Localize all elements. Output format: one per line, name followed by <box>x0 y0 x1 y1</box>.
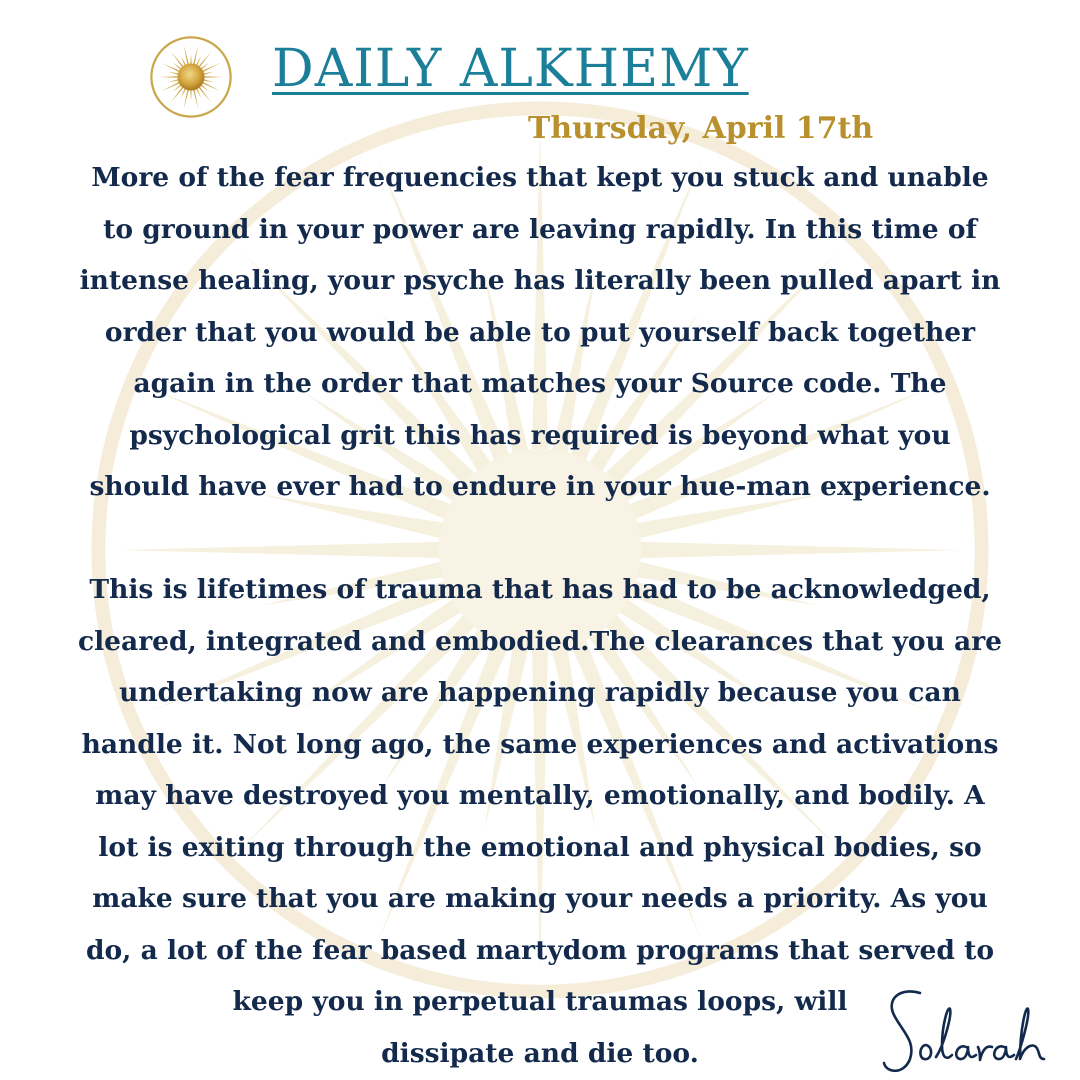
signature-l-stroke <box>936 1008 952 1057</box>
message-line: make sure that you are making your needs a priority. As you <box>92 883 988 914</box>
paragraph-gap <box>0 513 1080 565</box>
message-line: undertaking now are happening rapidly because you can <box>119 677 961 708</box>
golden-sun-icon <box>146 32 236 122</box>
page-title: DAILY ALKHEMY <box>272 39 749 99</box>
message-line: keep you in perpetual traumas loops, will <box>232 986 848 1017</box>
message-line: should have ever had to endure in your hue-man experience. <box>89 471 991 502</box>
solarah-signature <box>880 985 1060 1080</box>
message-line: handle it. Not long ago, the same experiences and activations <box>81 728 999 760</box>
message-line: order that you would be able to put yourself back together <box>104 316 976 348</box>
message-line: lot is exiting through the emotional and physical bodies, so <box>98 831 982 863</box>
signature-a-stroke <box>956 1046 976 1059</box>
message-line: psychological grit this has required is beyond what you <box>129 419 951 451</box>
message-line: dissipate and die too. <box>381 1037 699 1069</box>
message-line: may have destroyed you mentally, emotionally, and bodily. A <box>95 780 985 811</box>
message-line: More of the fear frequencies that kept you stuck and unable <box>91 162 989 193</box>
signature-a2-stroke <box>994 1046 1014 1059</box>
message-line: cleared, integrated and embodied.The clearances that you are <box>77 625 1003 657</box>
message-line: again in the order that matches your Source code. The <box>133 368 947 399</box>
post-date: Thursday, April 17th <box>528 111 874 146</box>
signature-h-stroke <box>1016 1009 1044 1059</box>
signature-s-stroke <box>884 991 920 1070</box>
message-line: This is lifetimes of trauma that has had to be acknowledged, <box>89 574 991 605</box>
signature-r-stroke <box>978 1047 992 1060</box>
message-body <box>0 152 1080 1079</box>
message-line: intense healing, your psyche has literally been pulled apart in <box>79 265 1001 296</box>
message-line: to ground in your power are leaving rapidly. In this time of <box>103 213 977 245</box>
logo-core <box>178 64 205 91</box>
message-line: do, a lot of the fear based martydom programs that served to <box>85 934 995 966</box>
signature-o-stroke <box>920 1045 931 1059</box>
